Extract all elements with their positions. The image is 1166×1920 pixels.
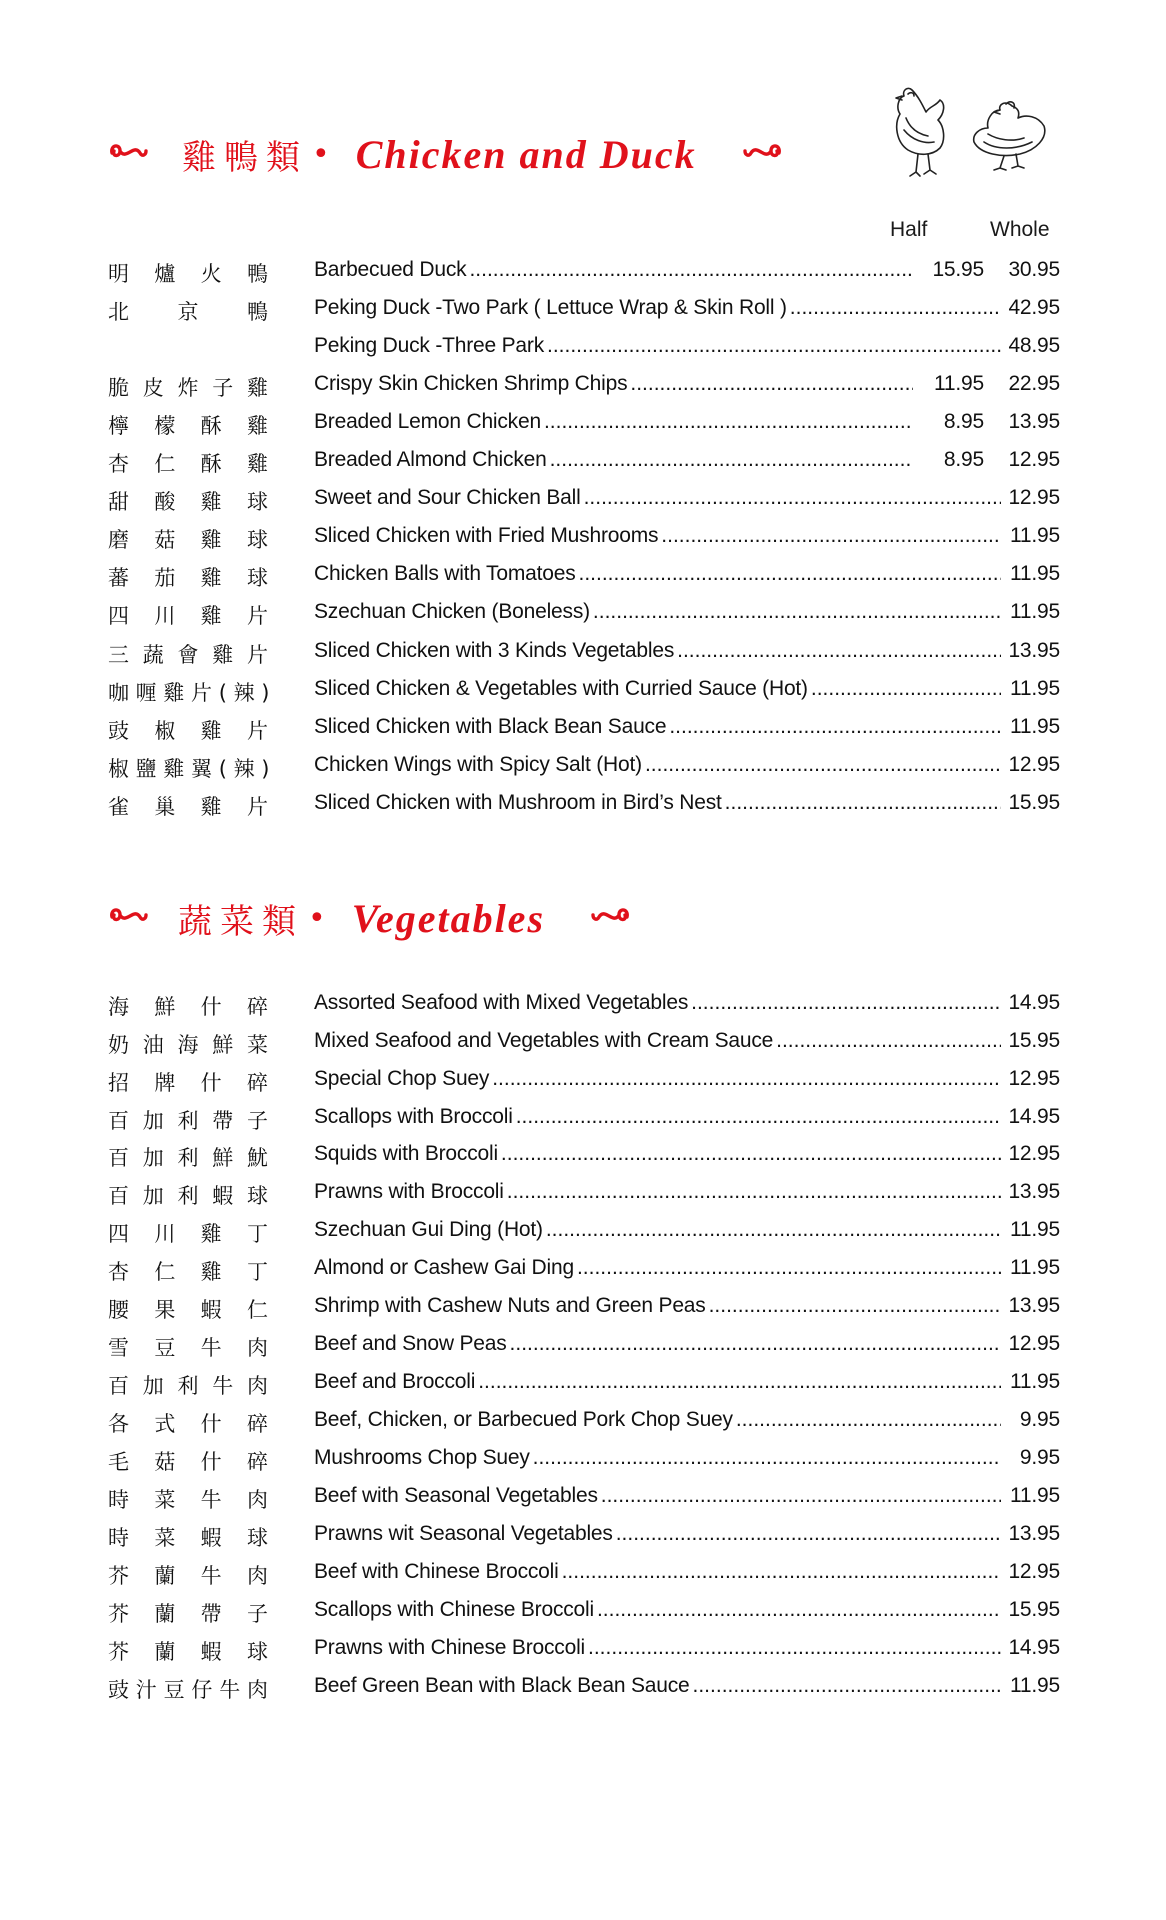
menu-item-en-line <box>314 991 1060 1015</box>
menu-item-price: 12.95 <box>1008 1332 1060 1355</box>
menu-item-name: Beef, Chicken, or Barbecued Pork Chop Suey <box>314 1408 733 1431</box>
swirl-ornament-svg <box>743 139 783 165</box>
menu-item-cn-name: 毛 菇 什 碎 <box>108 1450 268 1474</box>
menu-item-cn-name: 北 京 鴨 <box>108 300 268 324</box>
swirl-ornament-svg <box>108 139 148 165</box>
menu-item-name: Beef and Snow Peas <box>314 1332 507 1355</box>
menu-item <box>108 296 1060 326</box>
menu-item <box>108 715 1060 745</box>
menu-item-en-line <box>314 715 1060 739</box>
menu-item-cn-name: 百 加 利 鮮 魷 <box>108 1146 268 1170</box>
menu-item-cn-name: 芥 蘭 帶 子 <box>108 1602 268 1626</box>
menu-item <box>108 1294 1060 1324</box>
swirl-ornament-svg <box>591 903 631 929</box>
menu-item-price: 12.95 <box>1008 1142 1060 1165</box>
whole-column-header: Whole <box>990 218 1050 241</box>
leader-dots <box>736 1408 1001 1432</box>
menu-item-name: Breaded Lemon Chicken <box>314 410 541 433</box>
menu-item-en-line <box>314 258 1060 282</box>
menu-item-name: Sliced Chicken with Mushroom in Bird’s Nest <box>314 791 722 814</box>
menu-item-whole-price: 12.95 <box>1008 753 1060 776</box>
leader-dots <box>593 600 1001 624</box>
menu-item <box>108 1522 1060 1552</box>
menu-item <box>108 1636 1060 1666</box>
menu-item-name: Beef with Seasonal Vegetables <box>314 1484 598 1507</box>
menu-item-en-line <box>314 1332 1060 1356</box>
menu-item-cn-name: 芥 蘭 蝦 球 <box>108 1640 268 1664</box>
menu-item <box>108 753 1060 783</box>
menu-item-whole-price: 11.95 <box>1010 562 1060 585</box>
menu-item-price: 15.95 <box>1008 1029 1060 1052</box>
menu-item-cn-name: 招 牌 什 碎 <box>108 1071 268 1095</box>
menu-item <box>108 1256 1060 1286</box>
menu-item-name: Breaded Almond Chicken <box>314 448 547 471</box>
menu-item-en-line <box>314 753 1060 777</box>
menu-item <box>108 448 1060 478</box>
vegetables-section-header <box>108 888 631 948</box>
leader-dots <box>616 1522 1001 1546</box>
chicken-section-cn-title: 雞鴨類 <box>182 137 308 178</box>
menu-item-cn-name: 蕃 茄 雞 球 <box>108 566 268 590</box>
menu-item-en-line <box>314 1636 1060 1660</box>
menu-item-whole-price: 30.95 <box>1008 258 1060 281</box>
leader-dots <box>790 296 1001 320</box>
menu-item-en-line <box>314 1370 1060 1394</box>
title-separator-dot: • <box>308 900 326 936</box>
menu-item-cn-name: 芥 蘭 牛 肉 <box>108 1564 268 1588</box>
menu-item-name: Szechuan Gui Ding (Hot) <box>314 1218 543 1241</box>
menu-item-name: Prawns wit Seasonal Vegetables <box>314 1522 613 1545</box>
menu-item-name: Mushrooms Chop Suey <box>314 1446 530 1469</box>
menu-item-cn-name: 各 式 什 碎 <box>108 1412 268 1436</box>
menu-item-cn-name: 檸 檬 酥 雞 <box>108 414 268 438</box>
menu-item-name: Assorted Seafood with Mixed Vegetables <box>314 991 689 1014</box>
menu-item-en-line <box>314 639 1060 663</box>
menu-item-whole-price: 15.95 <box>1008 791 1060 814</box>
menu-item <box>108 334 1060 364</box>
menu-item <box>108 1560 1060 1590</box>
menu-item-cn-name: 腰 果 蝦 仁 <box>108 1298 268 1322</box>
swirl-ornament-svg <box>108 903 148 929</box>
menu-item-cn-name: 豉 汁 豆 仔 牛 肉 <box>108 1678 268 1702</box>
menu-item-name: Beef with Chinese Broccoli <box>314 1560 559 1583</box>
menu-item-name: Scallops with Chinese Broccoli <box>314 1598 594 1621</box>
menu-item-cn-name: 三 蔬 會 雞 片 <box>108 643 268 667</box>
menu-item-cn-name: 時 菜 牛 肉 <box>108 1488 268 1512</box>
vegetables-section-cn-title: 蔬菜類 <box>178 901 304 942</box>
leader-dots <box>562 1560 1001 1584</box>
menu-item-cn-name: 椒 鹽 雞 翼 ( 辣 ) <box>108 757 270 781</box>
menu-item-en-line <box>314 1067 1060 1091</box>
menu-item-en-line <box>314 1105 1060 1129</box>
leader-dots <box>661 524 1001 548</box>
menu-item <box>108 410 1060 440</box>
menu-item-price: 13.95 <box>1008 1294 1060 1317</box>
menu-item-whole-price: 13.95 <box>1008 410 1060 433</box>
menu-item-name: Sweet and Sour Chicken Ball <box>314 486 581 509</box>
menu-item-cn-name: 時 菜 蝦 球 <box>108 1526 268 1550</box>
menu-item-cn-name: 四 川 雞 片 <box>108 604 268 628</box>
menu-item-name: Mixed Seafood and Vegetables with Cream Sauce <box>314 1029 774 1052</box>
menu-item-whole-price: 11.95 <box>1010 524 1060 547</box>
menu-item <box>108 791 1060 821</box>
menu-item-cn-name: 雀 巢 雞 片 <box>108 795 268 819</box>
swirl-ornament-left-icon <box>108 901 148 935</box>
menu-item <box>108 1029 1060 1059</box>
menu-item-name: Prawns with Chinese Broccoli <box>314 1636 586 1659</box>
menu-item-cn-name: 海 鮮 什 碎 <box>108 995 268 1019</box>
menu-item-cn-name: 百 加 利 蝦 球 <box>108 1184 268 1208</box>
menu-item <box>108 1332 1060 1362</box>
chicken-section-header <box>108 124 783 184</box>
menu-item-en-line <box>314 1484 1060 1508</box>
menu-item-price: 12.95 <box>1008 1560 1060 1583</box>
leader-dots <box>584 486 1001 510</box>
menu-item-en-line <box>314 372 1060 396</box>
menu-item <box>108 639 1060 669</box>
menu-item-cn-name: 脆 皮 炸 子 雞 <box>108 376 268 400</box>
leader-dots <box>478 1370 1001 1394</box>
menu-item-name: Prawns with Broccoli <box>314 1180 504 1203</box>
swirl-ornament-right-icon <box>591 901 631 935</box>
menu-item-name: Scallops with Broccoli <box>314 1105 513 1128</box>
menu-item-name: Beef Green Bean with Black Bean Sauce <box>314 1674 690 1697</box>
vegetables-section-en-title: Vegetables <box>351 895 546 941</box>
menu-item-cn-name: 杏 仁 酥 雞 <box>108 452 268 476</box>
menu-item-price: 11.95 <box>1010 1484 1060 1507</box>
leader-dots <box>597 1598 1001 1622</box>
leader-dots <box>507 1180 1001 1204</box>
leader-dots <box>516 1105 1001 1129</box>
menu-item-cn-name: 杏 仁 雞 丁 <box>108 1260 268 1284</box>
menu-item-en-line <box>314 1029 1060 1053</box>
menu-item-en-line <box>314 600 1060 624</box>
menu-item-whole-price: 42.95 <box>1008 296 1060 319</box>
menu-item-en-line <box>314 1522 1060 1546</box>
leader-dots <box>601 1484 1001 1508</box>
menu-item-price: 9.95 <box>1019 1446 1060 1469</box>
menu-item-en-line <box>314 410 1060 434</box>
leader-dots <box>546 1218 1001 1242</box>
swirl-ornament-left-icon <box>108 137 148 171</box>
menu-item-half-price: 8.95 <box>943 410 984 433</box>
leader-dots <box>709 1294 1001 1318</box>
menu-item-cn-name: 百 加 利 帶 子 <box>108 1109 268 1133</box>
menu-item <box>108 258 1060 288</box>
menu-item-name: Sliced Chicken & Vegetables with Curried Sauce (Hot) <box>314 677 808 700</box>
menu-item-cn-name: 雪 豆 牛 肉 <box>108 1336 268 1360</box>
menu-item <box>108 1674 1060 1704</box>
menu-item <box>108 1218 1060 1248</box>
leader-dots <box>691 991 1001 1015</box>
menu-item-cn-name: 明 爐 火 鴨 <box>108 262 268 286</box>
menu-item-price: 15.95 <box>1008 1598 1060 1621</box>
menu-item-name: Squids with Broccoli <box>314 1142 498 1165</box>
menu-item-whole-price: 22.95 <box>1008 372 1060 395</box>
leader-dots <box>550 448 913 472</box>
menu-item <box>108 1105 1060 1135</box>
menu-item-en-line <box>314 1408 1060 1432</box>
menu-item-name: Chicken Wings with Spicy Salt (Hot) <box>314 753 642 776</box>
menu-item-en-line <box>314 1180 1060 1204</box>
chicken-section-en-title: Chicken and Duck <box>355 131 697 177</box>
leader-dots <box>588 1636 1001 1660</box>
menu-item-cn-name: 奶 油 海 鮮 菜 <box>108 1033 268 1057</box>
menu-item-half-price: 8.95 <box>943 448 984 471</box>
menu-item-en-line <box>314 1446 1060 1470</box>
menu-item-cn-name: 磨 菇 雞 球 <box>108 528 268 552</box>
leader-dots <box>811 677 1001 701</box>
menu-item <box>108 600 1060 630</box>
menu-item-name: Special Chop Suey <box>314 1067 490 1090</box>
menu-item-en-line <box>314 296 1060 320</box>
menu-item-name: Peking Duck -Two Park ( Lettuce Wrap & Skin Roll ) <box>314 296 787 319</box>
menu-item-en-line <box>314 562 1060 586</box>
menu-item-whole-price: 11.95 <box>1010 600 1060 623</box>
menu-item-half-price: 15.95 <box>932 258 984 281</box>
leader-dots <box>669 715 1001 739</box>
menu-item <box>108 1408 1060 1438</box>
menu-item-price: 11.95 <box>1010 1256 1060 1279</box>
menu-item-en-line <box>314 1674 1060 1698</box>
menu-item <box>108 1142 1060 1172</box>
menu-item <box>108 991 1060 1021</box>
menu-item-en-line <box>314 677 1060 701</box>
menu-item-name: Chicken Balls with Tomatoes <box>314 562 576 585</box>
menu-item-name: Barbecued Duck <box>314 258 467 281</box>
menu-item-name: Sliced Chicken with Fried Mushrooms <box>314 524 659 547</box>
menu-item <box>108 1370 1060 1400</box>
menu-item-cn-name: 咖 喱 雞 片 ( 辣 ) <box>108 681 270 705</box>
menu-item <box>108 562 1060 592</box>
leader-dots <box>577 1256 1001 1280</box>
menu-item-name: Beef and Broccoli <box>314 1370 476 1393</box>
menu-item-price: 14.95 <box>1008 991 1060 1014</box>
menu-item-price: 14.95 <box>1008 1636 1060 1659</box>
leader-dots <box>492 1067 1001 1091</box>
menu-item-cn-name: 百 加 利 牛 肉 <box>108 1374 268 1398</box>
leader-dots <box>725 791 1001 815</box>
menu-item-name: Almond or Cashew Gai Ding <box>314 1256 574 1279</box>
menu-item-price: 13.95 <box>1008 1180 1060 1203</box>
menu-item-en-line <box>314 1294 1060 1318</box>
menu-item-en-line <box>314 334 1060 358</box>
menu-item-en-line <box>314 791 1060 815</box>
menu-item-price: 13.95 <box>1008 1522 1060 1545</box>
menu-item-en-line <box>314 1598 1060 1622</box>
menu-item-price: 11.95 <box>1010 1370 1060 1393</box>
menu-item-name: Crispy Skin Chicken Shrimp Chips <box>314 372 628 395</box>
leader-dots <box>693 1674 1001 1698</box>
leader-dots <box>547 334 1001 358</box>
leader-dots <box>645 753 1001 777</box>
menu-item <box>108 1446 1060 1476</box>
swirl-ornament-right-icon <box>743 137 783 171</box>
leader-dots <box>510 1332 1001 1356</box>
menu-item-whole-price: 12.95 <box>1008 448 1060 471</box>
half-column-header: Half <box>890 218 928 241</box>
leader-dots <box>501 1142 1001 1166</box>
leader-dots <box>630 372 913 396</box>
title-separator-dot: • <box>312 136 330 172</box>
leader-dots <box>544 410 913 434</box>
menu-item-price: 11.95 <box>1010 1218 1060 1241</box>
menu-item-en-line <box>314 1256 1060 1280</box>
menu-item-name: Sliced Chicken with 3 Kinds Vegetables <box>314 639 675 662</box>
leader-dots <box>533 1446 1001 1470</box>
menu-item-half-price: 11.95 <box>934 372 984 395</box>
menu-item-price: 12.95 <box>1008 1067 1060 1090</box>
menu-item-en-line <box>314 1142 1060 1166</box>
menu-item-whole-price: 11.95 <box>1010 677 1060 700</box>
menu-item-en-line <box>314 524 1060 548</box>
menu-item <box>108 372 1060 402</box>
menu-item-whole-price: 12.95 <box>1008 486 1060 509</box>
menu-item-cn-name: 豉 椒 雞 片 <box>108 719 268 743</box>
leader-dots <box>677 639 1001 663</box>
menu-item-name: Sliced Chicken with Black Bean Sauce <box>314 715 667 738</box>
menu-item-cn-name: 四 川 雞 丁 <box>108 1222 268 1246</box>
menu-item <box>108 486 1060 516</box>
menu-item-en-line <box>314 486 1060 510</box>
menu-item-en-line <box>314 1560 1060 1584</box>
leader-dots <box>469 258 913 282</box>
menu-item-name: Shrimp with Cashew Nuts and Green Peas <box>314 1294 706 1317</box>
leader-dots <box>579 562 1002 586</box>
menu-item <box>108 1598 1060 1628</box>
menu-item <box>108 1067 1060 1097</box>
menu-item-whole-price: 48.95 <box>1008 334 1060 357</box>
menu-item-cn-name: 甜 酸 雞 球 <box>108 490 268 514</box>
menu-item <box>108 1180 1060 1210</box>
menu-item <box>108 524 1060 554</box>
menu-item-name: Peking Duck -Three Park <box>314 334 544 357</box>
menu-item-price: 9.95 <box>1019 1408 1060 1431</box>
menu-item <box>108 677 1060 707</box>
chicken-illustration-icon <box>888 84 1070 194</box>
menu-item-en-line <box>314 1218 1060 1242</box>
menu-item-whole-price: 11.95 <box>1010 715 1060 738</box>
menu-item-whole-price: 13.95 <box>1008 639 1060 662</box>
menu-item-price: 14.95 <box>1008 1105 1060 1128</box>
menu-item-en-line <box>314 448 1060 472</box>
menu-item-price: 11.95 <box>1010 1674 1060 1697</box>
leader-dots <box>776 1029 1001 1053</box>
menu-item <box>108 1484 1060 1514</box>
menu-item-name: Szechuan Chicken (Boneless) <box>314 600 590 623</box>
